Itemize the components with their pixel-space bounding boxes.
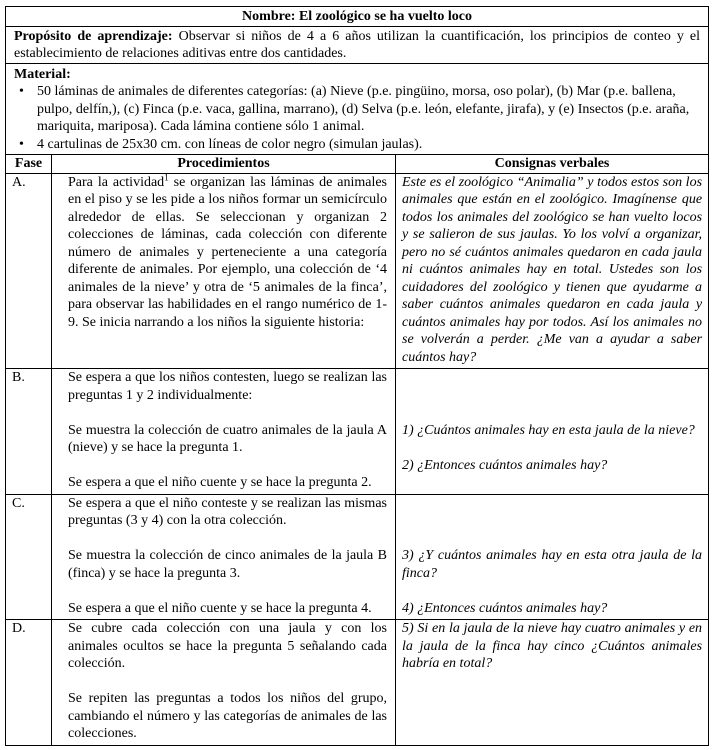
phase-a-proc-rest: se organizan las láminas de animales en el piso y se les pide a los niños formar un semicírculo alrededor de ellas. Se seleccionan y organizan 2 colecciones de láminas, cada colección con diferente número de animales y perteneciente a una categoría diferente de animales. Por ejemplo, una colección de ‘4 animales de la nieve’ y otra de ‘5 animales de la finca’, para observar las habilidades en el rango numérico de 1-9. Se inicia narrando a los niños la siguiente historia: [68,174,388,330]
question-5: 5) Si en la jaula de la nieve hay cuatro animales y en la jaula de la finca hay cinco ¿Cuántos animales habría en total? [402,621,703,671]
question-1: 1) ¿Cuántos animales hay en esta jaula de la nieve? [402,422,695,438]
purpose-text: Observar si niños de 4 a 6 años utilizan la cuantificación, los principios de conteo y el establecimiento de relaciones aditivas entre dos cantidades. [14,28,701,61]
phase-row-a [6,173,709,369]
question-4: 4) ¿Entonces cuántos animales hay? [402,600,608,616]
header-consignas: Consignas verbales [396,155,709,174]
phase-d-consigna [396,620,709,746]
phase-a-proc-start: Para la actividad [68,174,165,190]
phase-b-label: B. [6,369,52,495]
phase-d-procedure [52,620,396,746]
phase-d-proc-2: Se repiten las preguntas a todos los niños del grupo, cambiando el número y las categorías de animales de las colecciones. [68,691,387,741]
activity-table [5,6,709,746]
activity-title: Nombre: El zoológico se ha vuelto loco [6,7,709,27]
material-item-cards: • 50 láminas de animales de diferentes categorías: (a) Nieve (p.e. pingüino, morsa, oso polar), (b) Mar (p.e. ballena, pulpo, delfín,), (c) Finca (p.e. vaca, gallina, marrano), (d) Selva (p.e. león, elefante, jirafa), y (e) Insectos (p.e. araña, mariquita, mariposa). Cada lámina contiene sólo 1 animal. [37,83,700,136]
header-procedimientos: Procedimientos [52,155,396,174]
phase-b-proc-2: Se muestra la colección de cuatro animales de la jaula A (nieve) y se hace la pregunta 1. [68,422,387,455]
phase-c-proc-2: Se muestra la colección de cinco animales de la jaula B (finca) y se hace la pregunta 3. [68,548,387,581]
phase-b-proc-3: Se espera a que el niño cuente y se hace la pregunta 2. [68,475,372,490]
material-row [6,63,709,155]
header-fase: Fase [6,155,52,174]
phase-c-consigna [396,494,709,620]
material-item-cartulinas: • 4 cartulinas de 25x30 cm. con líneas de color negro (simulan jaulas). [37,136,700,154]
phase-b-consigna [396,369,709,495]
phase-a-consigna: Este es el zoológico “Animalia” y todos estos son los animales que están en el zoológico. Imagínense que todos los animales del zoológico se han vuelto locos y se salieron de sus jaulas. Yo los volví a organizar, pero no sé cuántos animales quedaron en cada jaula ni cuántos animales hay en total. Ustedes son los cuidadores del zoológico y tienen que ayudarme a saber cuántos animales quedaron en cada jaula y cuántos animales hay por todos. Así los animales no se volverán a perder. ¿Me van a ayudar a saber cuántos hay? [396,173,709,369]
phase-b-procedure [52,369,396,495]
phase-d-label: D. [6,620,52,746]
phase-a-label: A. [6,173,52,369]
purpose-label: Propósito de aprendizaje: [14,28,173,44]
phase-row-c [6,494,709,620]
phase-c-procedure [52,494,396,620]
material-label: Material: [14,66,71,82]
material-list [14,83,700,153]
phase-a-procedure [52,173,396,369]
phase-d-proc-1: Se cubre cada colección con una jaula y con los animales ocultos se hace la pregunta 5 señalando cada colección. [68,621,387,671]
phase-c-proc-1: Se espera a que el niño conteste y se realizan las mismas preguntas (3 y 4) con la otra colección. [68,495,387,528]
title-row [6,7,709,27]
phase-c-label: C. [6,494,52,620]
phase-b-proc-1: Se espera a que los niños contesten, luego se realizan las preguntas 1 y 2 individualmente: [68,370,387,403]
phase-row-b [6,369,709,495]
header-row [6,155,709,174]
material-cell [6,63,709,155]
phase-c-proc-3: Se espera a que el niño cuente y se hace la pregunta 4. [68,600,372,616]
footnote-marker: 1 [164,171,169,182]
question-3: 3) ¿Y cuántos animales hay en esta otra jaula de la finca? [402,548,703,581]
phase-row-d [6,620,709,746]
purpose-cell [6,26,709,63]
question-2: 2) ¿Entonces cuántos animales hay? [402,457,608,473]
purpose-row [6,26,709,63]
